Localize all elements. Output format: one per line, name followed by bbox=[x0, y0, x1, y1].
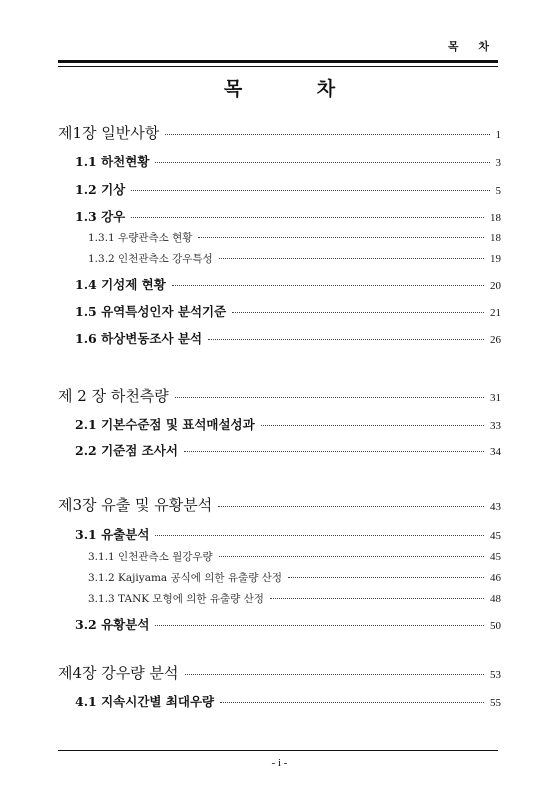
toc-entry-page: 18 bbox=[490, 212, 501, 224]
dot-leader bbox=[208, 339, 484, 340]
toc-entry-page: 33 bbox=[490, 420, 501, 432]
dot-leader bbox=[131, 217, 484, 218]
toc-entry-1-3-1[interactable] bbox=[88, 230, 501, 245]
toc-entry-label: 1.3 강우 bbox=[75, 209, 126, 224]
toc-entry-page: 20 bbox=[490, 280, 501, 292]
dot-leader bbox=[261, 425, 484, 426]
dot-leader bbox=[219, 258, 484, 259]
toc-entry-page: 19 bbox=[490, 253, 501, 265]
toc-entry-label: 1.3.1 우량관측소 현황 bbox=[88, 232, 193, 244]
toc-entry-label: 1.5 유역특성인자 분석기준 bbox=[75, 304, 227, 319]
toc-entry-chapter-4[interactable] bbox=[58, 662, 501, 683]
toc-entry-chapter-1[interactable] bbox=[58, 122, 501, 143]
toc-entry-page: 1 bbox=[495, 129, 501, 141]
toc-entry-label: 제 2 장 하천측량 bbox=[58, 387, 169, 405]
toc-entry-page: 55 bbox=[490, 697, 501, 709]
toc-entry-label: 1.4 기성제 현황 bbox=[75, 277, 166, 292]
toc-entry-page: 45 bbox=[490, 530, 501, 542]
running-head: 목 차 bbox=[447, 40, 497, 53]
dot-leader bbox=[172, 285, 484, 286]
dot-leader bbox=[288, 577, 484, 578]
toc-entry-page: 3 bbox=[495, 157, 501, 169]
toc-entry-3-1-1[interactable] bbox=[88, 549, 501, 564]
dot-leader bbox=[219, 556, 484, 557]
toc-entry-label: 3.2 유황분석 bbox=[75, 617, 150, 632]
toc-entry-page: 34 bbox=[490, 446, 501, 458]
toc-entry-page: 45 bbox=[490, 551, 501, 563]
toc-entry-label: 1.3.2 인천관측소 강우특성 bbox=[88, 253, 213, 265]
toc-entry-label: 4.1 지속시간별 최대우량 bbox=[75, 694, 215, 709]
dot-leader bbox=[155, 625, 484, 626]
toc-entry-3-2[interactable] bbox=[75, 615, 501, 633]
footer-rule bbox=[58, 750, 498, 751]
dot-leader bbox=[198, 237, 484, 238]
toc-entry-page: 53 bbox=[490, 669, 501, 681]
toc-entry-label: 3.1 유출분석 bbox=[75, 527, 150, 542]
toc-entry-label: 제3장 유출 및 유황분석 bbox=[58, 496, 213, 514]
toc-entry-label: 3.1.2 Kajiyama 공식에 의한 유출량 산정 bbox=[88, 572, 282, 584]
toc-entry-3-1-2[interactable] bbox=[88, 570, 501, 585]
toc-entry-label: 1.2 기상 bbox=[75, 182, 126, 197]
toc-entry-1-4[interactable] bbox=[75, 275, 501, 293]
dot-leader bbox=[232, 312, 484, 313]
toc-entry-page: 21 bbox=[490, 307, 501, 319]
page-number: - i - bbox=[271, 757, 288, 769]
toc-entry-page: 43 bbox=[490, 501, 501, 513]
toc-entry-chapter-2[interactable] bbox=[58, 385, 501, 406]
dot-leader bbox=[185, 674, 484, 675]
dot-leader bbox=[175, 397, 484, 398]
toc-entry-1-1[interactable] bbox=[75, 152, 501, 170]
toc-entry-chapter-3[interactable] bbox=[58, 494, 501, 515]
toc-entry-2-1[interactable] bbox=[75, 415, 501, 433]
toc-entry-2-2[interactable] bbox=[75, 441, 501, 459]
toc-entry-label: 제1장 일반사항 bbox=[58, 124, 160, 142]
dot-leader bbox=[155, 535, 484, 536]
toc-entry-label: 1.6 하상변동조사 분석 bbox=[75, 331, 203, 346]
toc-entry-page: 26 bbox=[490, 334, 501, 346]
toc-entry-3-1[interactable] bbox=[75, 525, 501, 543]
toc-entry-label: 3.1.1 인천관측소 월강우량 bbox=[88, 551, 213, 563]
toc-entry-1-3-2[interactable] bbox=[88, 251, 501, 266]
dot-leader bbox=[270, 598, 484, 599]
toc-entry-page: 48 bbox=[490, 593, 501, 605]
toc-entry-page: 46 bbox=[490, 572, 501, 584]
toc-entry-1-5[interactable] bbox=[75, 302, 501, 320]
toc-entry-label: 3.1.3 TANK 모형에 의한 유출량 산정 bbox=[88, 593, 264, 605]
page-title: 목 차 bbox=[223, 78, 370, 100]
toc-entry-page: 31 bbox=[490, 392, 501, 404]
dot-leader bbox=[131, 190, 489, 191]
dot-leader bbox=[220, 702, 484, 703]
toc-entry-page: 18 bbox=[490, 232, 501, 244]
dot-leader bbox=[155, 162, 489, 163]
toc-entry-label: 제4장 강우량 분석 bbox=[58, 664, 179, 682]
toc-entry-4-1[interactable] bbox=[75, 692, 501, 710]
toc-entry-1-2[interactable] bbox=[75, 180, 501, 198]
toc-entry-page: 50 bbox=[490, 620, 501, 632]
toc-entry-3-1-3[interactable] bbox=[88, 591, 501, 606]
toc-entry-1-3[interactable] bbox=[75, 207, 501, 225]
toc-entry-label: 2.2 기준점 조사서 bbox=[75, 443, 178, 458]
dot-leader bbox=[165, 134, 489, 135]
dot-leader bbox=[218, 506, 484, 507]
toc-entry-label: 2.1 기본수준점 및 표석매설성과 bbox=[75, 417, 255, 432]
dot-leader bbox=[184, 451, 484, 452]
toc-entry-page: 5 bbox=[495, 185, 501, 197]
toc-entry-1-6[interactable] bbox=[75, 329, 501, 347]
toc-entry-label: 1.1 하천현황 bbox=[75, 154, 150, 169]
